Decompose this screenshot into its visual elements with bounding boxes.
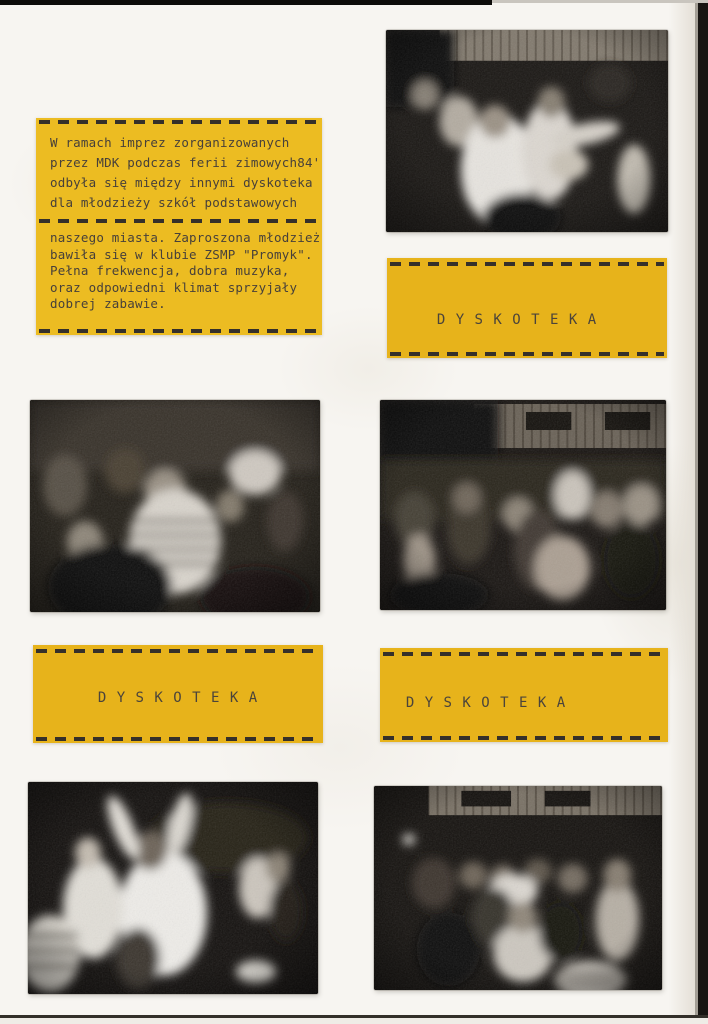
page-right-shadow — [669, 0, 695, 1024]
photo-image — [386, 30, 668, 232]
caption-line: dobrej zabawie. — [50, 296, 166, 311]
photo-image — [30, 400, 320, 612]
photo-top-right — [386, 30, 668, 232]
tape-dashed-edge-bottom — [383, 736, 665, 740]
photo-image — [374, 786, 662, 990]
banner-label: D Y S K O T E K A — [97, 690, 259, 706]
tape-dashed-edge-top — [390, 262, 664, 266]
tape-dashed-edge-bottom — [39, 329, 319, 333]
caption-line: przez MDK podczas ferii zimowych84' — [50, 155, 321, 170]
photo-middle-left — [30, 400, 320, 612]
banner-dyskoteka-top-right — [387, 258, 667, 358]
caption-line: W ramach imprez zorganizowanych — [50, 135, 290, 150]
photo-middle-right — [380, 400, 666, 610]
caption-line: odbyła się między innymi dyskoteka — [50, 175, 313, 190]
caption-label — [36, 118, 322, 335]
banner-label: D Y S K O T E K A — [405, 695, 567, 711]
tape-dashed-edge-top — [383, 652, 665, 656]
scan-right-edge — [698, 0, 708, 1024]
caption-line: Pełna frekwencja, dobra muzyka, — [50, 263, 290, 278]
scan-bottom-edge — [0, 1018, 708, 1024]
photo-image — [28, 782, 318, 994]
caption-line: dla młodzieży szkół podstawowych — [50, 195, 298, 210]
banner-dyskoteka-bottom-left — [33, 645, 323, 743]
photo-bottom-right — [374, 786, 662, 990]
caption-paragraph-1 — [36, 124, 322, 217]
caption-line: oraz odpowiedni klimat sprzyjały — [50, 279, 298, 295]
scan-top-edge — [0, 0, 492, 5]
tape-dashed-edge-bottom — [36, 737, 320, 741]
caption-paragraph-2 — [36, 223, 322, 317]
scan-top-edge-light — [492, 0, 708, 3]
banner-dyskoteka-bottom-right — [380, 648, 668, 742]
banner-label: D Y S K O T E K A — [436, 312, 598, 328]
caption-line: naszego miasta. Zaproszona młodzież — [50, 230, 321, 245]
photo-bottom-left — [28, 782, 318, 994]
caption-line: bawiła się w klubie ZSMP "Promyk". — [50, 246, 313, 262]
photo-image — [380, 400, 666, 610]
tape-dashed-edge-top — [36, 649, 320, 653]
tape-dashed-edge-bottom — [390, 352, 664, 356]
